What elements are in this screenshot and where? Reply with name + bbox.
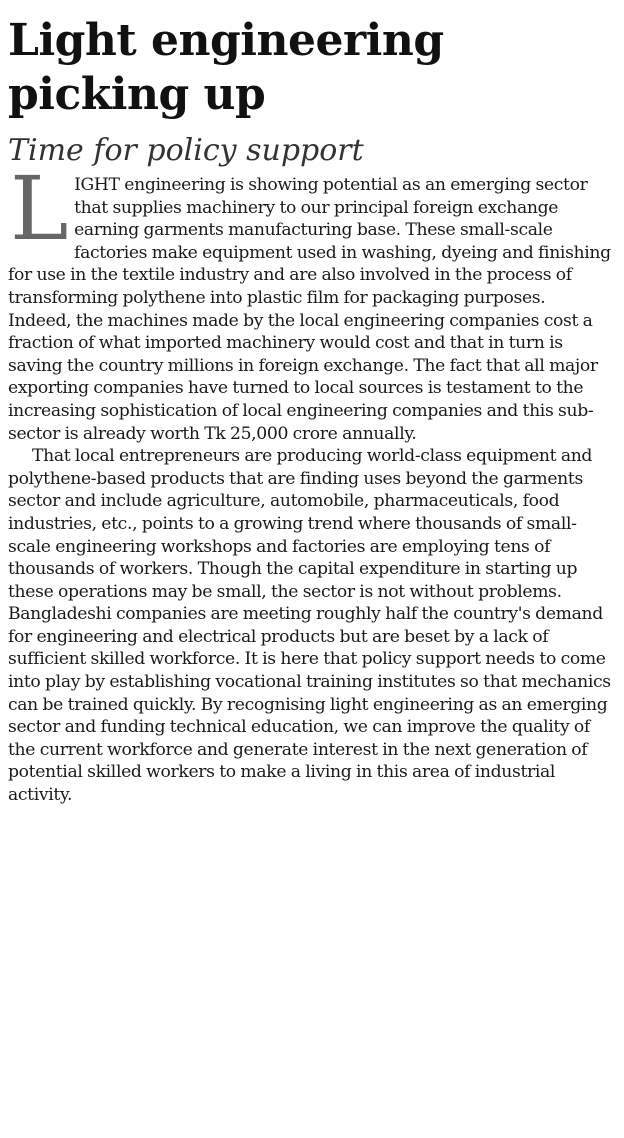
paragraph-2: That local entrepreneurs are producing world-class equipment and polythene-based products that are finding uses beyond the garments sector and include agriculture, automobile, pharmaceuticals, food industries, etc., points to a growing trend where thousands of small-scale engineering workshops and factories are employing tens of thousands of workers. Though the capital expenditure in starting up these operations may be small, the sector is not without problems. Bangladeshi companies are meeting roughly half the country's demand for engineering and electrical products but are beset by a lack of sufficient skilled workforce. It is here that policy support needs to come into play by establishing vocational training institutes so that mechanics can be trained quickly. By recognising light engineering as an emerging sector and funding technical education, we can improve the quality of the current workforce and generate interest in the next generation of potential skilled workers to make a living in this area of industrial activity. bbox=[8, 446, 611, 806]
drop-cap: L bbox=[10, 157, 69, 260]
headline-line-2: picking up bbox=[8, 69, 266, 120]
kicker-subheadline: Time for policy support bbox=[8, 133, 364, 168]
paragraph-1 bbox=[8, 157, 612, 445]
article-body bbox=[8, 157, 612, 807]
headline-line-1: Light engineering bbox=[8, 15, 444, 66]
paragraph-1-text: IGHT engineering is showing potential as an emerging sector that supplies machinery to our principal foreign exchange earning garments manufacturing base. These small-scale factories make equipment used in washing, dyeing and finishing for use in the textile industry and are also involved in the process of transforming polythene into plastic film for packaging purposes. Indeed, the machines made by the local engineering companies cost a fraction of what imported machinery would cost and that in turn is saving the country millions in foreign exchange. The fact that all major exporting companies have turned to local sources is testament to the increasing sophistication of local engineering companies and this sub-sector is already worth Tk 25,000 crore annually. bbox=[8, 175, 611, 444]
editorial-article bbox=[8, 14, 612, 807]
headline bbox=[8, 14, 612, 122]
